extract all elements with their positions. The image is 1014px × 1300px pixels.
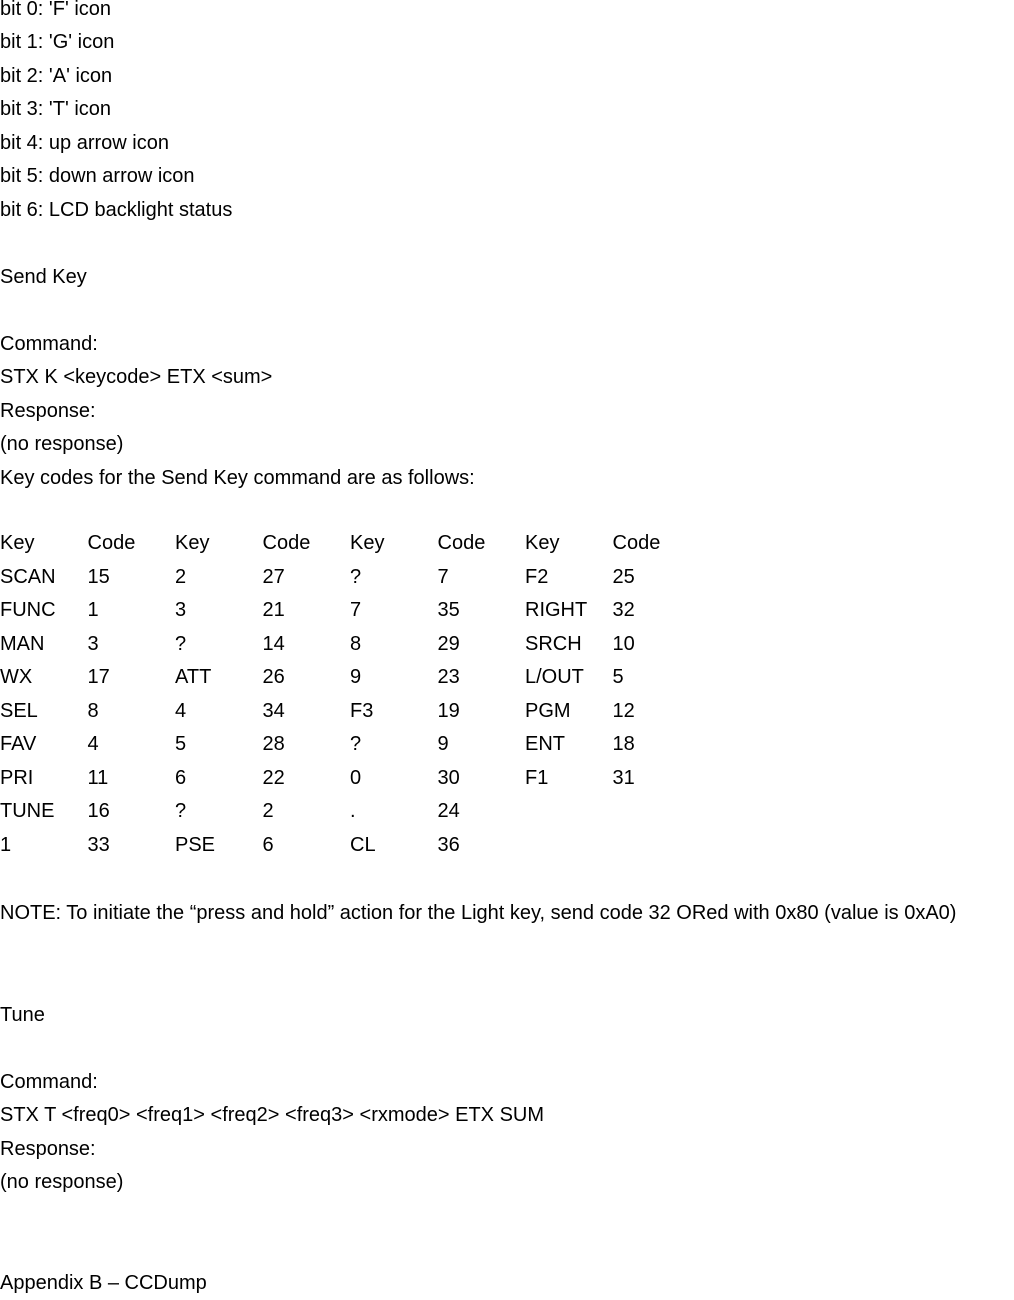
code-cell: 8 (87, 699, 99, 722)
code-cell: 10 (612, 632, 635, 655)
key-code-table (0, 527, 700, 862)
key-cell: 6 (175, 766, 187, 789)
tune-heading: Tune (0, 1004, 45, 1026)
key-cell: 1 (0, 833, 12, 856)
code-cell: 4 (87, 733, 99, 755)
tune-response-label: Response: (0, 1138, 96, 1160)
key-cell: SRCH (525, 632, 582, 655)
table-row (0, 561, 700, 595)
header-cell: Key (525, 532, 560, 554)
send-key-command: STX K <keycode> ETX <sum> (0, 366, 273, 388)
code-cell: 1 (87, 599, 99, 621)
code-cell: 35 (437, 599, 460, 621)
key-cell: ? (350, 733, 362, 755)
key-cell: MAN (0, 632, 45, 655)
code-cell: 17 (87, 666, 110, 688)
code-cell: 33 (87, 833, 110, 856)
code-cell: 23 (437, 666, 460, 688)
bit-0-line: bit 0: 'F' icon (0, 0, 112, 20)
header-cell: Code (262, 532, 311, 554)
key-cell: RIGHT (525, 599, 588, 621)
key-cell: ? (175, 632, 187, 655)
header-cell: Key (175, 532, 210, 554)
code-cell: 6 (262, 833, 274, 856)
code-cell: 22 (262, 766, 285, 789)
code-cell: 29 (437, 632, 460, 655)
key-cell: ENT (525, 733, 565, 755)
key-cell: ? (350, 565, 362, 588)
key-cell: TUNE (0, 800, 55, 822)
bit-4-line: bit 4: up arrow icon (0, 132, 169, 154)
key-cell: 2 (175, 565, 187, 588)
table-row (0, 661, 700, 695)
bit-3-line: bit 3: 'T' icon (0, 98, 112, 120)
key-codes-intro: Key codes for the Send Key command are as follows: (0, 467, 475, 489)
header-cell: Code (437, 532, 486, 554)
bit-6-line: bit 6: LCD backlight status (0, 199, 233, 221)
key-cell: F3 (350, 699, 374, 722)
key-cell: PGM (525, 699, 571, 722)
code-cell: 15 (87, 565, 110, 588)
key-cell (525, 829, 613, 863)
key-cell: 7 (350, 599, 362, 621)
key-cell: 3 (175, 599, 187, 621)
header-cell: Key (350, 532, 385, 554)
code-cell: 21 (262, 599, 285, 621)
key-cell: F2 (525, 565, 549, 588)
table-row (0, 762, 700, 796)
key-table-body (0, 561, 700, 863)
send-key-heading: Send Key (0, 266, 87, 288)
table-row (0, 728, 700, 762)
key-cell: F1 (525, 766, 549, 789)
table-row (0, 829, 700, 863)
code-cell (613, 829, 701, 863)
appendix-heading: Appendix B – CCDump (0, 1272, 207, 1294)
key-cell: 4 (175, 699, 187, 722)
code-cell: 32 (612, 599, 635, 621)
code-cell: 7 (437, 565, 449, 588)
table-row (0, 795, 700, 829)
key-cell: 9 (350, 666, 362, 688)
table-header-row (0, 527, 700, 561)
tune-command-label: Command: (0, 1071, 98, 1093)
code-cell: 12 (612, 699, 635, 722)
bit-5-line: bit 5: down arrow icon (0, 165, 195, 187)
code-cell: 19 (437, 699, 460, 722)
header-cell: Code (612, 532, 661, 554)
code-cell: 25 (612, 565, 635, 588)
key-cell: 5 (175, 733, 187, 755)
key-cell: PSE (175, 833, 216, 856)
light-key-note: NOTE: To initiate the “press and hold” action for the Light key, send code 32 ORed with 0x80 (value is 0xA0) (0, 902, 957, 924)
key-cell: CL (350, 833, 376, 856)
code-cell: 30 (437, 766, 460, 789)
key-cell: ? (175, 800, 187, 822)
key-cell: . (350, 800, 356, 822)
bit-2-line: bit 2: 'A' icon (0, 65, 113, 87)
table-row (0, 594, 700, 628)
code-cell: 24 (437, 800, 460, 822)
code-cell: 34 (262, 699, 285, 722)
table-row (0, 695, 700, 729)
table-row (0, 628, 700, 662)
code-cell: 11 (87, 766, 109, 789)
code-cell: 36 (437, 833, 460, 856)
key-cell: L/OUT (525, 666, 584, 688)
code-cell: 26 (262, 666, 285, 688)
header-cell: Code (87, 532, 136, 554)
code-cell: 18 (612, 733, 635, 755)
key-cell: FUNC (0, 599, 56, 621)
key-cell: PRI (0, 766, 34, 789)
send-key-response-label: Response: (0, 400, 96, 422)
code-cell: 14 (262, 632, 285, 655)
code-cell: 16 (87, 800, 110, 822)
code-cell: 2 (262, 800, 274, 822)
code-cell: 5 (612, 666, 624, 688)
code-cell (613, 795, 701, 829)
bit-1-line: bit 1: 'G' icon (0, 31, 115, 53)
key-cell: 0 (350, 766, 362, 789)
key-cell: ATT (175, 666, 212, 688)
code-cell: 3 (87, 632, 99, 655)
key-cell (525, 795, 613, 829)
tune-response: (no response) (0, 1171, 124, 1193)
tune-command: STX T <freq0> <freq1> <freq2> <freq3> <rxmode> ETX SUM (0, 1104, 545, 1126)
code-cell: 28 (262, 733, 285, 755)
header-cell: Key (0, 532, 35, 554)
code-cell: 31 (612, 766, 635, 789)
code-cell: 27 (262, 565, 285, 588)
key-cell: FAV (0, 733, 37, 755)
key-cell: SCAN (0, 565, 56, 588)
key-cell: SEL (0, 699, 38, 722)
code-cell: 9 (437, 733, 449, 755)
key-cell: 8 (350, 632, 362, 655)
key-cell: WX (0, 666, 33, 688)
send-key-command-label: Command: (0, 333, 98, 355)
send-key-response: (no response) (0, 433, 124, 455)
